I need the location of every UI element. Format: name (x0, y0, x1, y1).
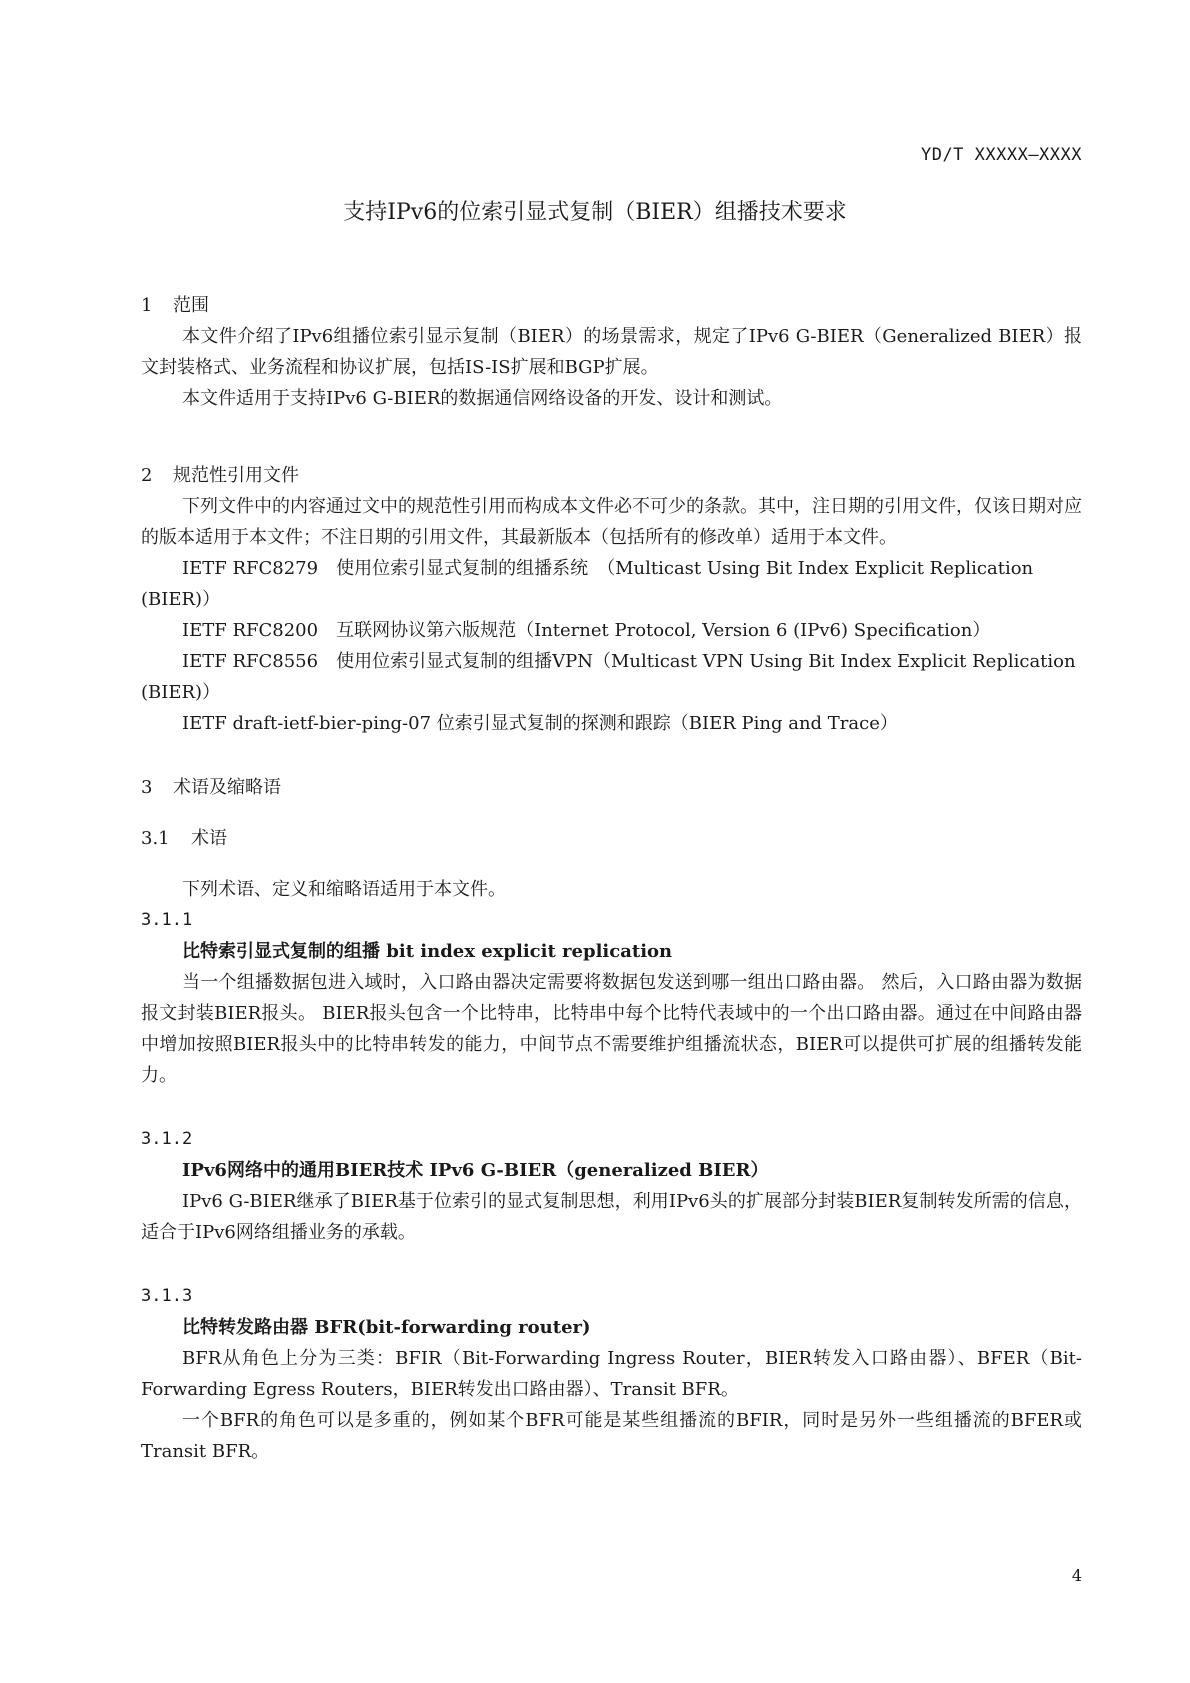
reference-item: IETF RFC8200 互联网协议第六版规范（Internet Protocol, Version 6 (IPv6) Specification） (182, 620, 991, 641)
section-3-heading: 3 术语及缩略语 (141, 777, 281, 798)
section-1-heading: 1 范围 (141, 295, 209, 316)
term-name: IPv6网络中的通用BIER技术 IPv6 G-BIER（generalized BIER） (182, 1160, 769, 1181)
term-number: 3.1.2 (141, 1129, 193, 1149)
document-title: 支持IPv6的位索引显式复制（BIER）组播技术要求 (343, 200, 847, 225)
section-1-para-2: 本文件适用于支持IPv6 G-BIER的数据通信网络设备的开发、设计和测试。 (182, 388, 783, 409)
reference-item: IETF draft-ietf-bier-ping-07 位索引显式复制的探测和跟踪（BIER Ping and Trace） (182, 713, 898, 734)
term-number: 3.1.3 (141, 1286, 193, 1306)
standard-code: YD/T XXXXX—XXXX (920, 145, 1082, 165)
section-2-heading: 2 规范性引用文件 (141, 465, 299, 486)
term-definition: 当一个组播数据包进入域时，入口路由器决定需要将数据包发送到哪一组出口路由器。 然后，入口路由器为数据报文封装BIER报头。 BIER报头包含一个比特串，比特串中每个比特代表域中的一个出口路由器。通过在中间路由器中增加按照BIER报头中的比特串转发的能力，中间节点不需要维护组播流状态，BIER可以提供可扩展的组播转发能力。 (141, 972, 1082, 1086)
term-number: 3.1.1 (141, 910, 193, 930)
terms-intro: 下列术语、定义和缩略语适用于本文件。 (182, 879, 506, 900)
reference-item: IETF RFC8556 使用位索引显式复制的组播VPN（Multicast VPN Using Bit Index Explicit Replication (BIER)） (141, 651, 1076, 703)
section-3-1-heading: 3.1 术语 (141, 828, 227, 849)
term-name: 比特转发路由器 BFR(bit-forwarding router) (182, 1317, 591, 1338)
term-definition: 一个BFR的角色可以是多重的，例如某个BFR可能是某些组播流的BFIR，同时是另外一些组播流的BFER或Transit BFR。 (141, 1410, 1082, 1462)
document-body (141, 290, 1082, 1467)
section-1-para-1: 本文件介绍了IPv6组播位索引显示复制（BIER）的场景需求，规定了IPv6 G-BIER（Generalized BIER）报文封装格式、业务流程和协议扩展，包括IS-IS扩展和BGP扩展。 (141, 326, 1082, 378)
term-name: 比特索引显式复制的组播 bit index explicit replication (182, 941, 673, 962)
term-definition: BFR从角色上分为三类：BFIR（Bit-Forwarding Ingress Router，BIER转发入口路由器）、BFER（Bit-Forwarding Egress Routers，BIER转发出口路由器）、Transit BFR。 (141, 1348, 1082, 1400)
page-number: 4 (1071, 1566, 1082, 1585)
reference-item: IETF RFC8279 使用位索引显式复制的组播系统 （Multicast Using Bit Index Explicit Replication (BIER)） (141, 558, 1034, 610)
section-2-para-1: 下列文件中的内容通过文中的规范性引用而构成本文件必不可少的条款。其中，注日期的引用文件，仅该日期对应的版本适用于本文件；不注日期的引用文件，其最新版本（包括所有的修改单）适用于本文件。 (141, 496, 1082, 548)
term-definition: IPv6 G-BIER继承了BIER基于位索引的显式复制思想，利用IPv6头的扩展部分封装BIER复制转发所需的信息，适合于IPv6网络组播业务的承载。 (141, 1191, 1082, 1243)
